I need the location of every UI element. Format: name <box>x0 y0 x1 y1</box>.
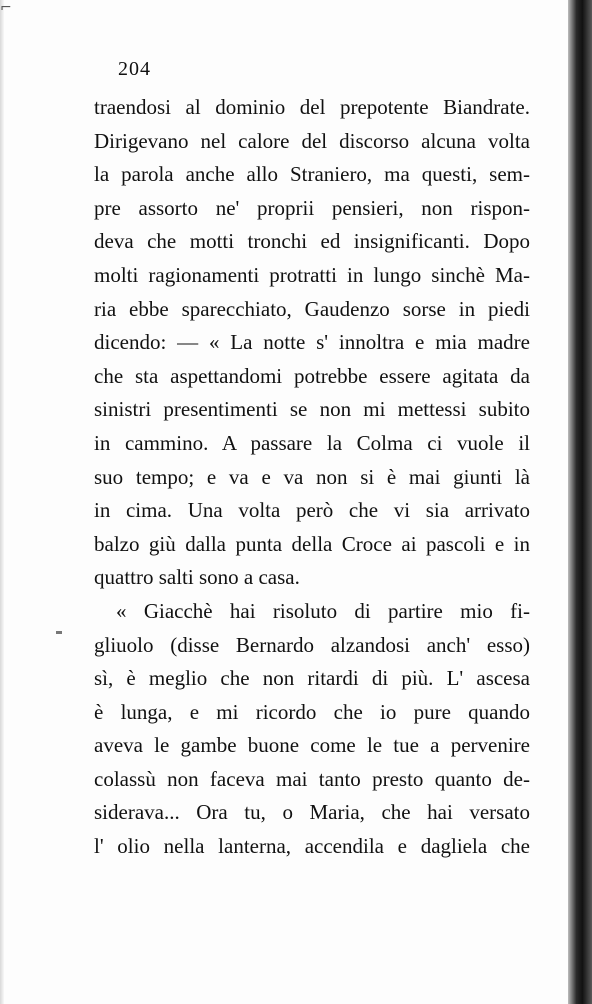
text-line: è lunga, e mi ricordo che io pure quando <box>94 699 530 724</box>
text-line: aveva le gambe buone come le tue a pervenire <box>94 733 530 758</box>
text-line: deva che motti tronchi ed insignificanti. Dopo <box>94 229 530 254</box>
text-line: in cammino. A passare la Colma ci vuole il <box>94 430 530 455</box>
text-line: « Giacchè hai risoluto di partire mio fi- <box>116 598 530 623</box>
text-line: gliuolo (disse Bernardo alzandosi anch' esso) <box>94 632 530 657</box>
text-line: colassù non faceva mai tanto presto quanto de- <box>94 766 530 791</box>
text-line: molti ragionamenti protratti in lungo sinchè Ma- <box>94 262 530 287</box>
corner-mark: ⌐ <box>0 0 12 16</box>
book-spine-shadow <box>568 0 592 1004</box>
text-line: che sta aspettandomi potrebbe essere agitata da <box>94 363 530 388</box>
text-line: suo tempo; e va e va non si è mai giunti là <box>94 464 530 489</box>
body-text <box>94 91 530 864</box>
text-line: siderava... Ora tu, o Maria, che hai versato <box>94 800 530 825</box>
text-line: Dirigevano nel calore del discorso alcuna volta <box>94 128 530 153</box>
page-number: 204 <box>118 58 151 80</box>
text-line: traendosi al dominio del prepotente Biandrate. <box>94 95 530 119</box>
text-line: la parola anche allo Straniero, ma questi, sem- <box>94 162 530 187</box>
margin-mark <box>56 631 62 634</box>
text-line: quattro salti sono a casa. <box>94 565 300 590</box>
page-left-edge <box>0 0 4 1004</box>
text-line: in cima. Una volta però che vi sia arrivato <box>94 498 530 523</box>
text-line: balzo giù dalla punta della Croce ai pascoli e in <box>94 531 530 556</box>
text-line: pre assorto ne' proprii pensieri, non rispon- <box>94 195 530 220</box>
text-line: dicendo: — « La notte s' innoltra e mia madre <box>94 330 530 355</box>
text-line: ria ebbe sparecchiato, Gaudenzo sorse in piedi <box>94 296 530 321</box>
text-line: l' olio nella lanterna, accendila e dagliela che <box>94 834 530 859</box>
text-line: sì, è meglio che non ritardi di più. L' ascesa <box>94 666 530 691</box>
text-line: sinistri presentimenti se non mi mettessi subito <box>94 397 530 422</box>
